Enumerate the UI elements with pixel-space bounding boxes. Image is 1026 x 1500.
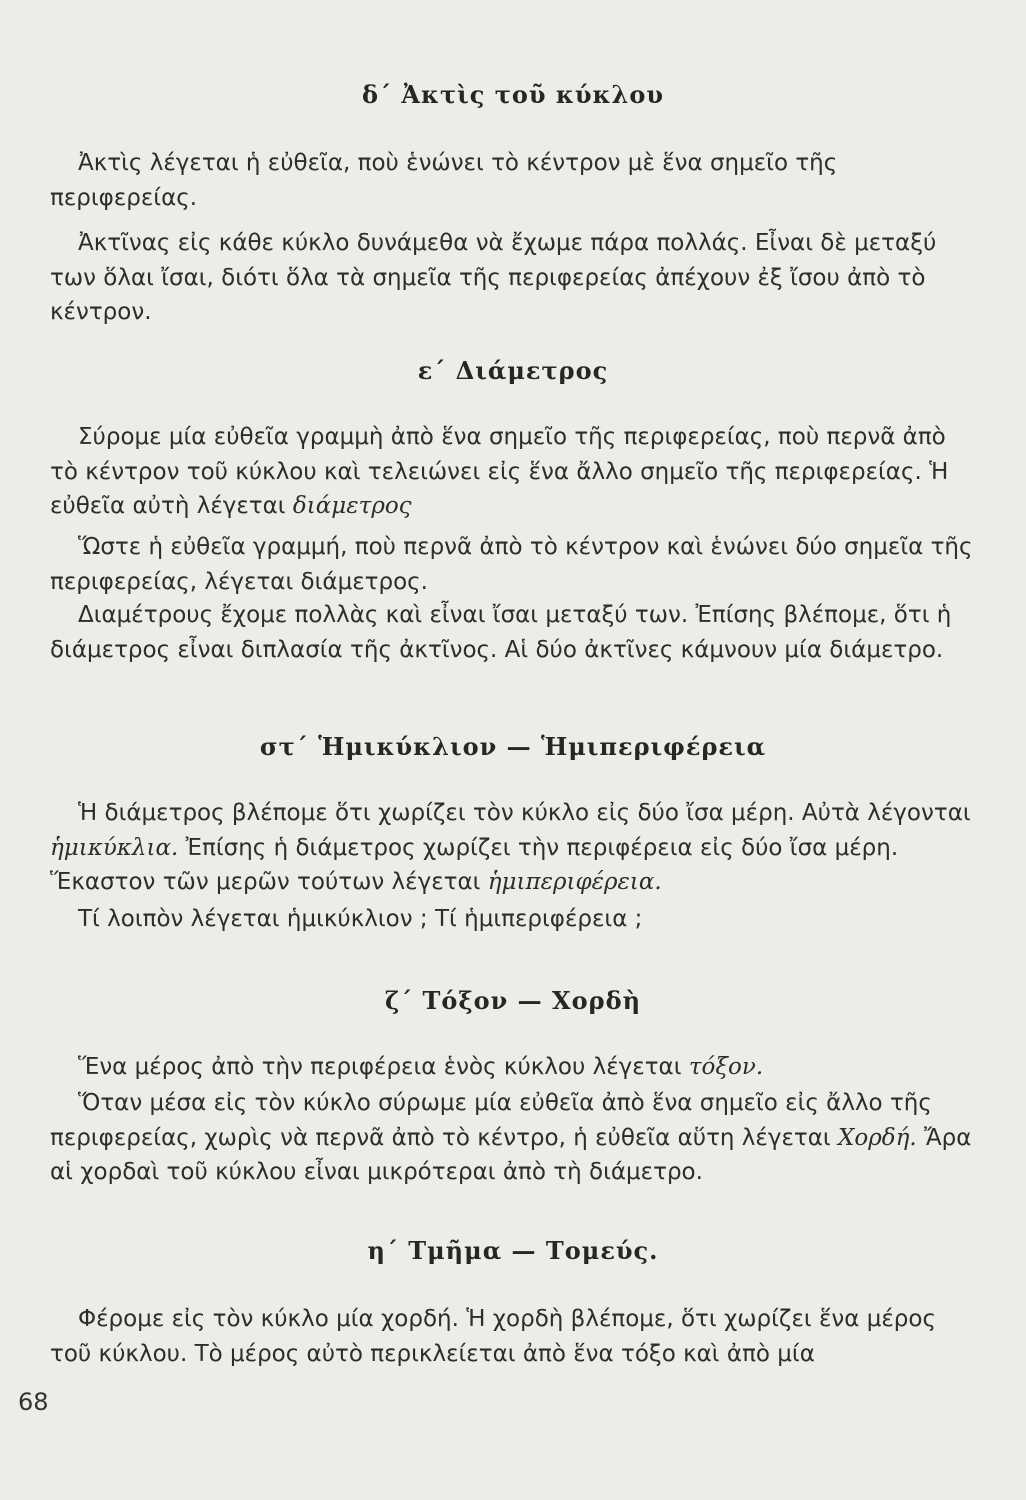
page-number: 68 <box>18 1388 49 1416</box>
text-segment: Φέρομε εἰς τὸν κύκλο μία χορδή. Ἡ χορδὴ βλέπομε, ὅτι χωρίζει ἕνα μέρος τοῦ κύκλου. Τὸ μέρος αὐτὸ περικλείεται ἀπὸ ἕνα τόξο καὶ ἀπὸ μία <box>50 1306 936 1367</box>
paragraph <box>50 146 980 215</box>
section-heading-segment-sector: η΄ Τμῆμα — Τομεύς. <box>367 1236 659 1265</box>
section-heading-arc-chord: ζ΄ Τόξον — Χορδὴ <box>384 986 642 1015</box>
italic-term: τόξον. <box>688 1054 764 1080</box>
paragraph <box>50 1050 980 1085</box>
paragraph <box>50 530 980 599</box>
text-segment: Σύρομε μία εὐθεῖα γραμμὴ ἀπὸ ἕνα σημεῖο τῆς περιφερείας, ποὺ περνᾶ ἀπὸ τὸ κέντρον τοῦ κύκλου καὶ τελειώνει εἰς ἕνα ἄλλο σημεῖο τῆς περιφερείας. Ἡ εὐθεῖα αὐτὴ λέγεται <box>50 424 949 519</box>
paragraph <box>50 598 980 667</box>
text-segment: Ἀκτὶς λέγεται ἡ εὐθεῖα, ποὺ ἑνώνει τὸ κέντρον μὲ ἕνα σημεῖο τῆς περιφερείας. <box>50 150 838 211</box>
text-segment: Ἐπίσης ἡ διάμετρος χωρίζει τὴν περιφέρεια εἰς δύο ἴσα μέρη. Ἕκαστον τῶν μερῶν τούτων λέγεται <box>50 834 899 895</box>
paragraph <box>50 1302 980 1371</box>
text-segment: Διαμέτρους ἔχομε πολλὰς καὶ εἶναι ἴσαι μεταξύ των. Ἐπίσης βλέπομε, ὅτι ἡ διάμετρος εἶναι διπλασία τῆς ἀκτῖνος. Αἱ δύο ἀκτῖνες κάμνουν μία διάμετρο. <box>50 602 952 663</box>
section-heading-diameter: ε΄ Διάμετρος <box>417 356 609 385</box>
text-segment: Ἡ διάμετρος βλέπομε ὅτι χωρίζει τὸν κύκλο εἰς δύο ἴσα μέρη. Αὐτὰ λέγονται <box>78 800 971 826</box>
paragraph <box>50 420 980 524</box>
text-segment: Ὥστε ἡ εὐθεῖα γραμμή, ποὺ περνᾶ ἀπὸ τὸ κέντρον καὶ ἑνώνει δύο σημεῖα τῆς περιφερείας, λέγεται διάμετρος. <box>50 534 973 595</box>
section-heading-semicircle: στ΄ Ἡμικύκλιον — Ἡμιπεριφέρεια <box>259 732 767 761</box>
text-segment: Ἄρα αἱ χορδαὶ τοῦ κύκλου εἶναι μικρότεραι ἀπὸ τὴ διάμετρο. <box>50 1124 972 1185</box>
text-segment: Ὅταν μέσα εἰς τὸν κύκλο σύρωμε μία εὐθεῖα ἀπὸ ἕνα σημεῖο εἰς ἄλλο τῆς περιφερείας, χωρὶς νὰ περνᾶ ἀπὸ τὸ κέντρο, ἡ εὐθεῖα αὕτη λέγεται <box>50 1090 932 1151</box>
paragraph <box>50 226 980 330</box>
paragraph <box>50 796 980 900</box>
italic-term: διάμετρος <box>292 493 412 519</box>
paragraph <box>50 1086 980 1190</box>
text-segment: Ἀκτῖνας εἰς κάθε κύκλο δυνάμεθα νὰ ἔχωμε πάρα πολλάς. Εἶναι δὲ μεταξύ των ὅλαι ἴσαι, διότι ὅλα τὰ σημεῖα τῆς περιφερείας ἀπέχουν ἐξ ἴσου ἀπὸ τὸ κέντρον. <box>50 230 937 325</box>
text-segment: Τί λοιπὸν λέγεται ἡμικύκλιον ; Τί ἡμιπεριφέρεια ; <box>78 906 643 932</box>
paragraph <box>50 902 980 937</box>
italic-term: ἡμιπεριφέρεια. <box>487 869 662 895</box>
italic-term: Χορδή. <box>838 1124 917 1151</box>
section-heading-radius: δ΄ Ἀκτὶς τοῦ κύκλου <box>362 80 664 109</box>
italic-term: ἡμικύκλια. <box>50 834 179 861</box>
text-segment: Ἕνα μέρος ἀπὸ τὴν περιφέρεια ἑνὸς κύκλου λέγεται <box>78 1054 689 1080</box>
